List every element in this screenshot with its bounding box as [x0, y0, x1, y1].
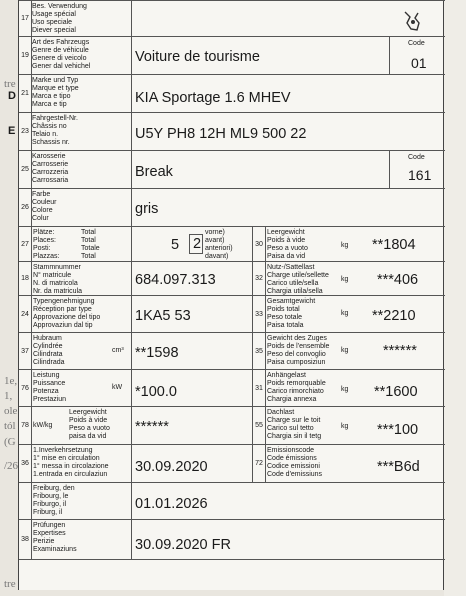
vehicle-kind-code: 01 [411, 55, 427, 71]
empty-weight-value: **1804 [372, 237, 416, 253]
field-number: 26 [21, 204, 29, 211]
field-number: 21 [21, 90, 29, 97]
field-number: 33 [255, 310, 263, 318]
row-vehicle-kind [19, 37, 445, 75]
chassis-value: U5Y PH8 12H ML9 500 22 [135, 126, 307, 142]
field-number: 78 [21, 422, 29, 429]
field-number: 32 [255, 275, 263, 282]
front-seats-value: 2 [193, 236, 202, 252]
field-number: 35 [255, 347, 263, 355]
power-value: *100.0 [135, 384, 177, 400]
official-stamp-icon [401, 9, 423, 33]
field-number: 23 [21, 128, 29, 135]
first-registration-value: 30.09.2020 [135, 459, 208, 475]
emission-code-value: ***B6d [377, 459, 420, 475]
vehicle-kind-value: Voiture de tourisme [135, 49, 260, 65]
field-label: Art des Fahrzeugs Genre de véhicule Genere di veicolo Gener dal vehichel [32, 39, 91, 70]
margin-fragment: (G [4, 436, 16, 448]
power-ratio-prefix: kW/kg [33, 422, 53, 429]
field-label: Leistung Puissance Potenza Prestaziun [33, 372, 67, 403]
displacement-unit: cm³ [112, 347, 124, 354]
power-ratio-value: ****** [135, 419, 169, 435]
payload-unit: kg [341, 276, 349, 283]
field-number: 25 [21, 166, 29, 173]
field-number: 30 [255, 240, 263, 248]
field-number: 36 [21, 460, 29, 467]
field-number: 27 [21, 240, 29, 248]
total-weight-label: Gesamtgewicht Poids total Peso totale Paisa totala [267, 298, 316, 329]
color-value: gris [135, 201, 159, 217]
field-label: Karosserie Carrosserie Carrozzeria Carrossaria [32, 153, 69, 184]
issue-date-value: 01.01.2026 [135, 496, 208, 512]
field-label: Farbe Couleur Colore Colur [32, 191, 57, 222]
matricule-value: 684.097.313 [135, 272, 216, 288]
margin-fragment: 1e, [4, 375, 18, 387]
row-power-ratio-roof-load [19, 407, 445, 445]
row-first-registration-emission [19, 445, 445, 483]
row-power-towing [19, 370, 445, 407]
seats-total-label: Total Total Totale Total [81, 229, 100, 260]
field-number [19, 483, 31, 519]
row-chassis [19, 113, 445, 151]
front-seats-label: vorne) avant) anteriori) davant) [205, 229, 233, 260]
seats-total-value: 5 [171, 237, 180, 253]
margin-fragment: 1, [4, 390, 13, 402]
row-type-approval-total-weight [19, 296, 445, 333]
margin-fragment: /26 [4, 460, 19, 472]
emission-code-label: Emissionscode Code émissions Codice emissioni Code d'emissiuns [267, 447, 323, 478]
field-number: 17 [21, 15, 29, 22]
displacement-value: **1598 [135, 345, 179, 361]
row-matricule-payload [19, 262, 445, 296]
field-label: Typengenehmigung Réception par type Approvazione del tipo Approvaziun dal tip [33, 298, 101, 329]
margin-fragment: tre [4, 78, 16, 90]
margin-fragment: tól [4, 420, 16, 432]
power-unit: kW [112, 384, 123, 391]
field-label: Hubraum Cylindrée Cilindrata Cilindrada [33, 335, 65, 366]
field-number: 19 [21, 52, 29, 59]
field-number: 55 [255, 422, 263, 429]
right-margin-background [444, 0, 466, 596]
field-label: Marke und Typ Marque et type Marca e tipo Marca e tip [32, 77, 79, 108]
make-type-value: KIA Sportage 1.6 MHEV [135, 90, 291, 106]
row-inspections [19, 520, 445, 560]
roof-load-value: ***100 [377, 422, 419, 438]
total-weight-value: **2210 [372, 308, 416, 324]
body-code: 161 [408, 167, 432, 183]
empty-weight-label: Leergewicht Poids à vide Peso a vuoto Paisa da vid [267, 229, 308, 260]
margin-fragment: ole [4, 405, 18, 417]
code-label: Code [408, 40, 425, 47]
field-number: 18 [21, 275, 29, 282]
field-label: Fahrgestell-Nr. Châssis no Telaio n. Schassis nr. [32, 115, 78, 146]
empty-weight-unit: kg [341, 242, 349, 249]
field-number: 31 [255, 384, 263, 392]
field-label: 1.Inverkehrsetzung 1° mise en circulation 1° messa in circolazione 1.entrada en circulaziun [33, 447, 109, 478]
payload-value: ***406 [377, 272, 419, 288]
field-label: Freiburg, den Fribourg, le Friburgo, il Friburg, il [33, 485, 75, 516]
marker-e: E [8, 125, 16, 137]
combination-weight-value: ****** [383, 343, 417, 359]
row-issue-place-date [19, 483, 445, 520]
field-label: Prüfungen Expertises Periziе Examinaziuns [33, 522, 77, 553]
body-value: Break [135, 164, 173, 180]
combination-weight-label: Gewicht des Zuges Poids de l'ensemble Peso del convoglio Paisa cumposiziun [267, 335, 330, 366]
row-color [19, 189, 445, 227]
field-number: 38 [21, 536, 29, 543]
field-number: 37 [21, 347, 29, 355]
roof-load-label: Dachlast Charge sur le toit Carico sul tetto Chargia sin il tetg [267, 409, 322, 440]
code-label: Code [408, 154, 425, 161]
towing-weight-unit: kg [341, 386, 349, 393]
field-number: 76 [21, 384, 29, 392]
seats-label: Plätze: Places: Posti: Plazzas: [33, 229, 60, 260]
type-approval-value: 1KA5 53 [135, 308, 191, 324]
field-label: Stammnummer N° matricule N. di matricola Nr. da matricula [33, 264, 83, 295]
roof-load-unit: kg [341, 423, 349, 430]
marker-d: D [8, 90, 16, 102]
field-number: 72 [255, 460, 263, 467]
field-label: Leergewicht Poids à vide Peso a vuoto paisa da vid [69, 409, 110, 440]
payload-label: Nutz-/Sattellast Charge utile/sellette Carico utile/sella Chargia utila/sella [267, 264, 329, 295]
row-make-type [19, 75, 445, 113]
inspection-value: 30.09.2020 FR [135, 537, 231, 553]
towing-weight-value: **1600 [374, 384, 418, 400]
total-weight-unit: kg [341, 310, 349, 317]
row-seats-empty-weight [19, 227, 445, 262]
combination-weight-unit: kg [341, 347, 349, 354]
row-special-use [19, 0, 445, 37]
field-number: 24 [21, 310, 29, 318]
row-body [19, 151, 445, 189]
towing-weight-label: Anhängelast Poids remorquable Carico rimorchiato Chargia annexa [267, 372, 326, 403]
field-label: Bes. Verwendung Usage spécial Uso speciale Diever special [32, 3, 87, 34]
margin-fragment: tre [4, 578, 16, 590]
vehicle-registration-document [18, 0, 444, 590]
row-displacement-combination [19, 333, 445, 370]
